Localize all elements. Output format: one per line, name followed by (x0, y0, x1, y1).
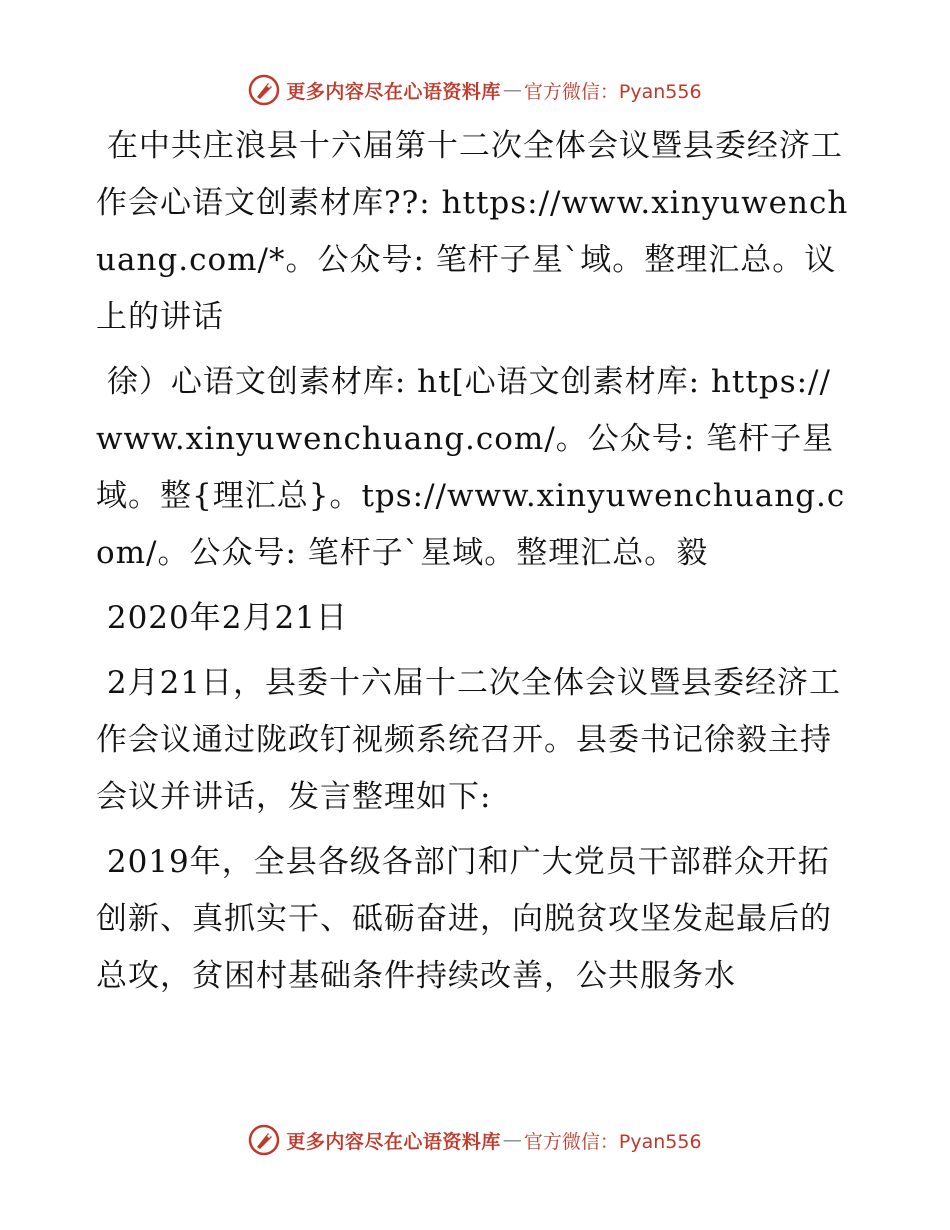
paragraph-intro: 2月21日，县委十六届十二次全体会议暨县委经济工作会议通过陇政钉视频系统召开。县委书记徐毅主持会议并讲话，发言整理如下: (96, 665, 842, 815)
document-body (96, 118, 856, 1005)
pen-nib-logo-icon (248, 74, 280, 106)
paragraph-body: 2019年，全县各级各部门和广大党员干部群众开拓创新、真抓实干、砥砺奋进，向脱贫攻坚发起最后的总攻，贫困村基础条件持续改善，公共服务水 (96, 844, 832, 994)
banner-brand: 更多内容尽在心语资料库 (286, 80, 501, 103)
paragraph-date: 2020年2月21日 (96, 600, 348, 636)
banner-separator: — (502, 1129, 522, 1151)
pen-nib-logo-icon (248, 1124, 280, 1156)
banner-brand: 更多内容尽在心语资料库 (286, 1130, 501, 1153)
banner-separator: — (502, 79, 522, 101)
paragraph-author: 徐）心语文创素材库: ht[心语文创素材库: https://www.xinyuwenchuang.com/。公众号: 笔杆子星域。整{理汇总}。tps://www.xinyuwenchuang.com/。公众号: 笔杆子`星域。整理汇总。毅 (96, 364, 846, 571)
banner-contact: 官方微信：Pyan556 (523, 80, 702, 103)
paragraph-title: 在中共庄浪县十六届第十二次全体会议暨县委经济工作会心语文创素材库??: https://www.xinyuwenchuang.com/*。公众号: 笔杆子星`域。整理汇总。议上的讲话 (96, 128, 849, 335)
footer-banner (0, 1120, 950, 1160)
header-banner (0, 70, 950, 110)
banner-contact: 官方微信：Pyan556 (523, 1130, 702, 1153)
